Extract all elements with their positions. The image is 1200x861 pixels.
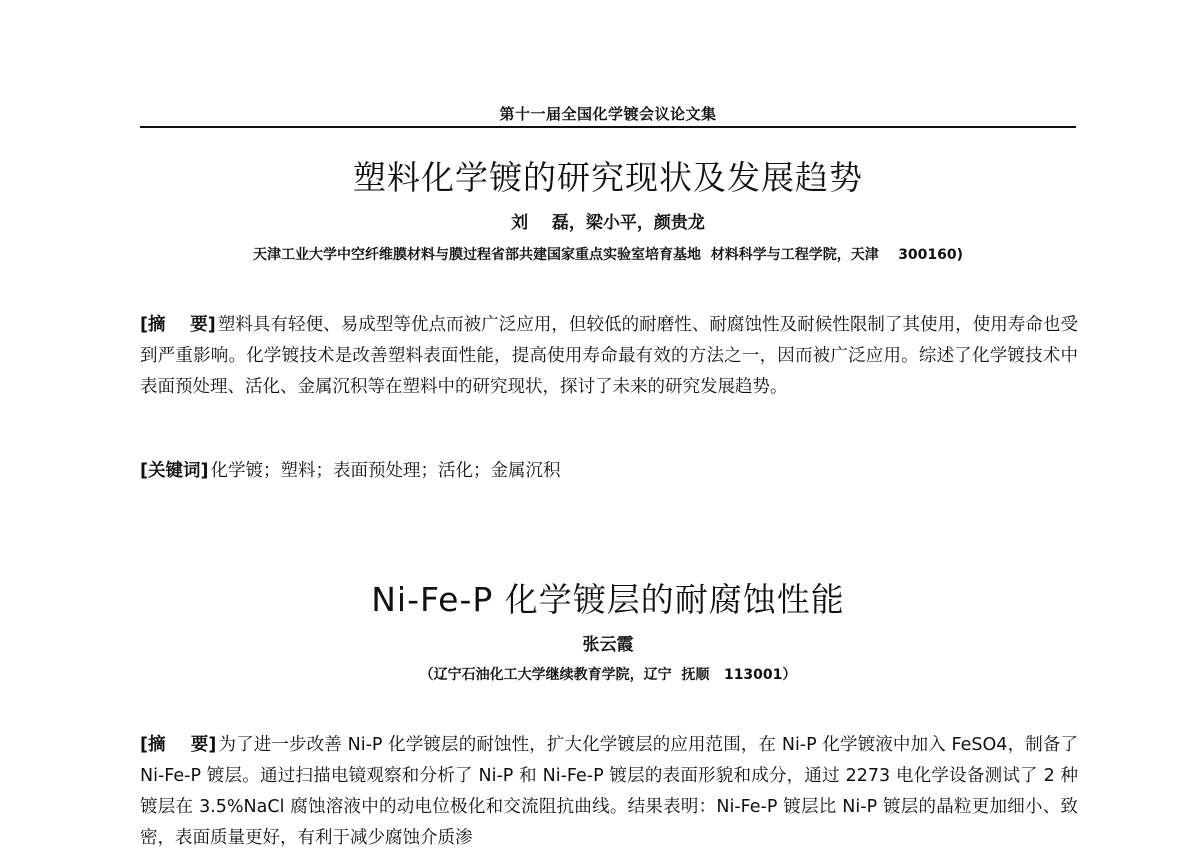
running-header: 第十一届全国化学镀会议论文集	[499, 105, 717, 123]
paper1-abstract-label: [摘 要]	[140, 315, 216, 335]
paper1-keywords	[140, 456, 1078, 487]
paper2-affiliation: （辽宁石油化工大学继续教育学院，辽宁 抚顺 113001）	[419, 667, 797, 683]
paper2-abstract-label: [摘 要]	[140, 735, 217, 755]
paper1-keywords-label: [关键词]	[140, 461, 209, 481]
header-rule	[140, 126, 1076, 128]
paper1-abstract-text: 塑料具有轻便、易成型等优点而被广泛应用，但较低的耐磨性、耐腐蚀性及耐候性限制了其使用，使用寿命也受到严重影响。化学镀技术是改善塑料表面性能，提高使用寿命最有效的方法之一，因而被广泛应用。综述了化学镀技术中表面预处理、活化、金属沉积等在塑料中的研究现状，探讨了未来的研究发展趋势。	[140, 315, 1078, 397]
paper1-affiliation: 天津工业大学中空纤维膜材料与膜过程省部共建国家重点实验室培育基地 材料科学与工程学院，天津 300160)	[252, 247, 964, 263]
paper1-title: 塑料化学镀的研究现状及发展趋势	[353, 158, 863, 197]
paper2-authors: 张云霞	[582, 635, 634, 655]
paper1-keywords-text: 化学镀；塑料；表面预处理；活化；金属沉积	[210, 461, 561, 481]
paper2-title: Ni-Fe-P 化学镀层的耐腐蚀性能	[371, 580, 845, 619]
paper2-abstract-text: 为了进一步改善 Ni-P 化学镀层的耐蚀性，扩大化学镀层的应用范围，在 Ni-P 化学镀液中加入 FeSO4，制备了 Ni-Fe-P 镀层。通过扫描电镜观察和分析了 Ni-P 和 Ni-Fe-P 镀层的表面形貌和成分，通过 2273 电化学设备测试了 2 种镀层在 3.5%NaCl 腐蚀溶液中的动电位极化和交流阻抗曲线。结果表明：Ni-Fe-P 镀层比 Ni-P 镀层的晶粒更加细小、致密，表面质量更好，有利于减少腐蚀介质渗	[140, 735, 1078, 848]
paper2-abstract	[140, 730, 1078, 861]
paper1-authors: 刘 磊，梁小平，颜贵龙	[511, 213, 705, 233]
paper1-abstract	[140, 310, 1078, 403]
